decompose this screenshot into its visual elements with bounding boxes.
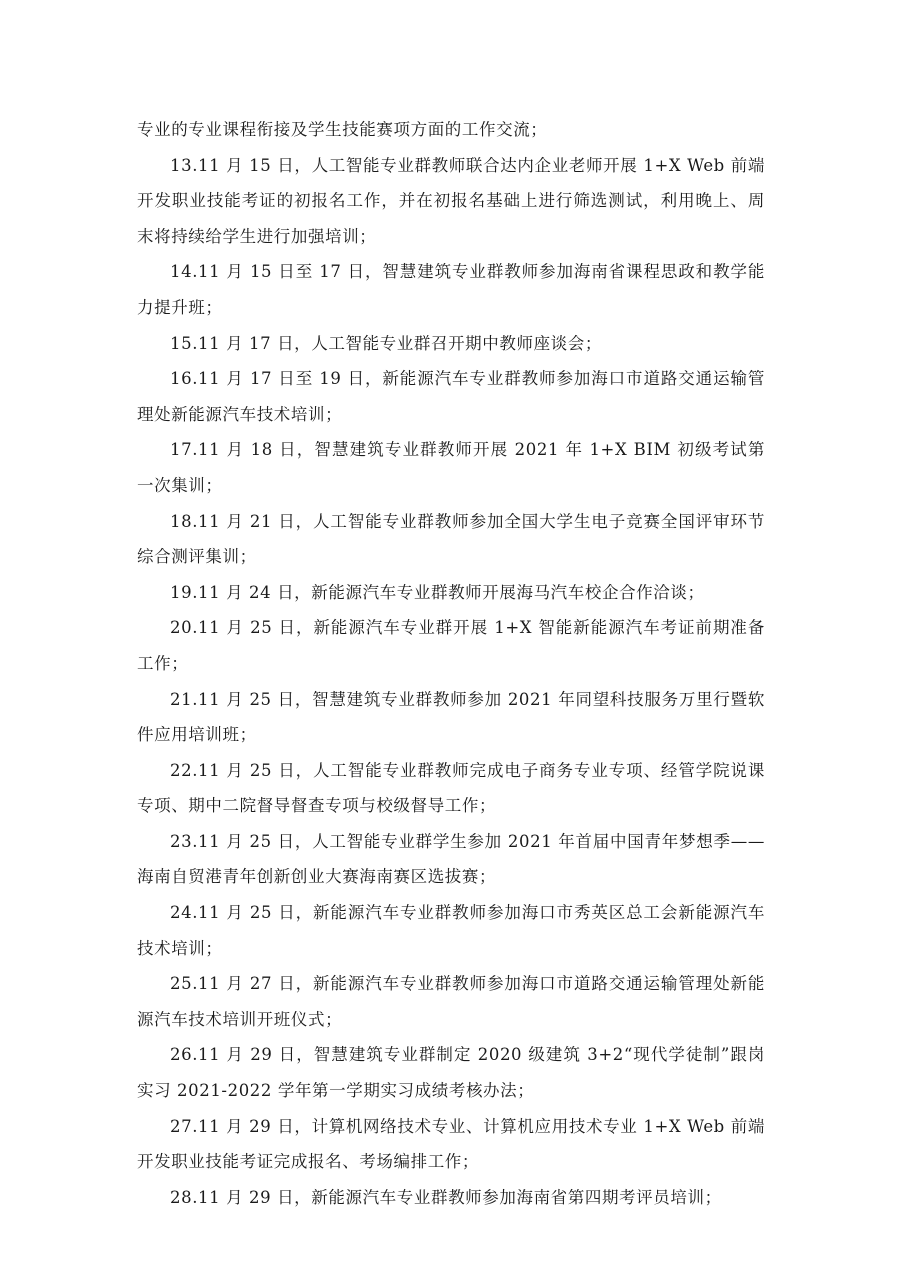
list-item: 25.11 月 27 日，新能源汽车专业群教师参加海口市道路交通运输管理处新能源汽车技术培训开班仪式； [137, 974, 765, 1029]
list-item: 26.11 月 29 日，智慧建筑专业群制定 2020 级建筑 3+2“现代学徒制”跟岗实习 2021-2022 学年第一学期实习成绩考核办法； [137, 1045, 765, 1101]
list-item: 23.11 月 25 日，人工智能专业群学生参加 2021 年首届中国青年梦想季——海南自贸港青年创新创业大赛海南赛区选拔赛； [137, 831, 765, 887]
list-item: 19.11 月 24 日，新能源汽车专业群教师开展海马汽车校企合作洽谈； [170, 582, 705, 602]
list-item: 18.11 月 21 日，人工智能专业群教师参加全国大学生电子竞赛全国评审环节综合测评集训； [137, 511, 765, 567]
list-item: 21.11 月 25 日，智慧建筑专业群教师参加 2021 年同望科技服务万里行暨软件应用培训班； [137, 689, 765, 745]
list-item: 20.11 月 25 日，新能源汽车专业群开展 1+X 智能新能源汽车考证前期准备工作； [137, 618, 765, 673]
list-item: 22.11 月 25 日，人工智能专业群教师完成电子商务专业专项、经管学院说课专项、期中二院督导督查专项与校级督导工作； [137, 760, 765, 816]
list-item: 15.11 月 17 日，人工智能专业群召开期中教师座谈会； [170, 333, 602, 353]
list-item: 27.11 月 29 日，计算机网络技术专业、计算机应用技术专业 1+X Web 前端开发职业技能考证完成报名、考场编排工作； [137, 1116, 765, 1172]
list-item: 28.11 月 29 日，新能源汽车专业群教师参加海南省第四期考评员培训； [170, 1187, 722, 1207]
list-item: 16.11 月 17 日至 19 日，新能源汽车专业群教师参加海口市道路交通运输管理处新能源汽车技术培训； [137, 369, 765, 424]
intro-paragraph: 专业的专业课程衔接及学生技能赛项方面的工作交流； [137, 120, 548, 139]
list-item: 17.11 月 18 日，智慧建筑专业群教师开展 2021 年 1+X BIM 初级考试第一次集训； [137, 440, 765, 495]
list-item: 14.11 月 15 日至 17 日，智慧建筑专业群教师参加海南省课程思政和教学能力提升班； [137, 262, 765, 317]
list-item: 24.11 月 25 日，新能源汽车专业群教师参加海口市秀英区总工会新能源汽车技术培训； [137, 903, 765, 958]
list-item: 13.11 月 15 日，人工智能专业群教师联合达内企业老师开展 1+X Web 前端开发职业技能考证的初报名工作，并在初报名基础上进行筛选测试，利用晚上、周末将持续给学生进行加强培训； [137, 155, 765, 246]
document-body [137, 112, 765, 1215]
